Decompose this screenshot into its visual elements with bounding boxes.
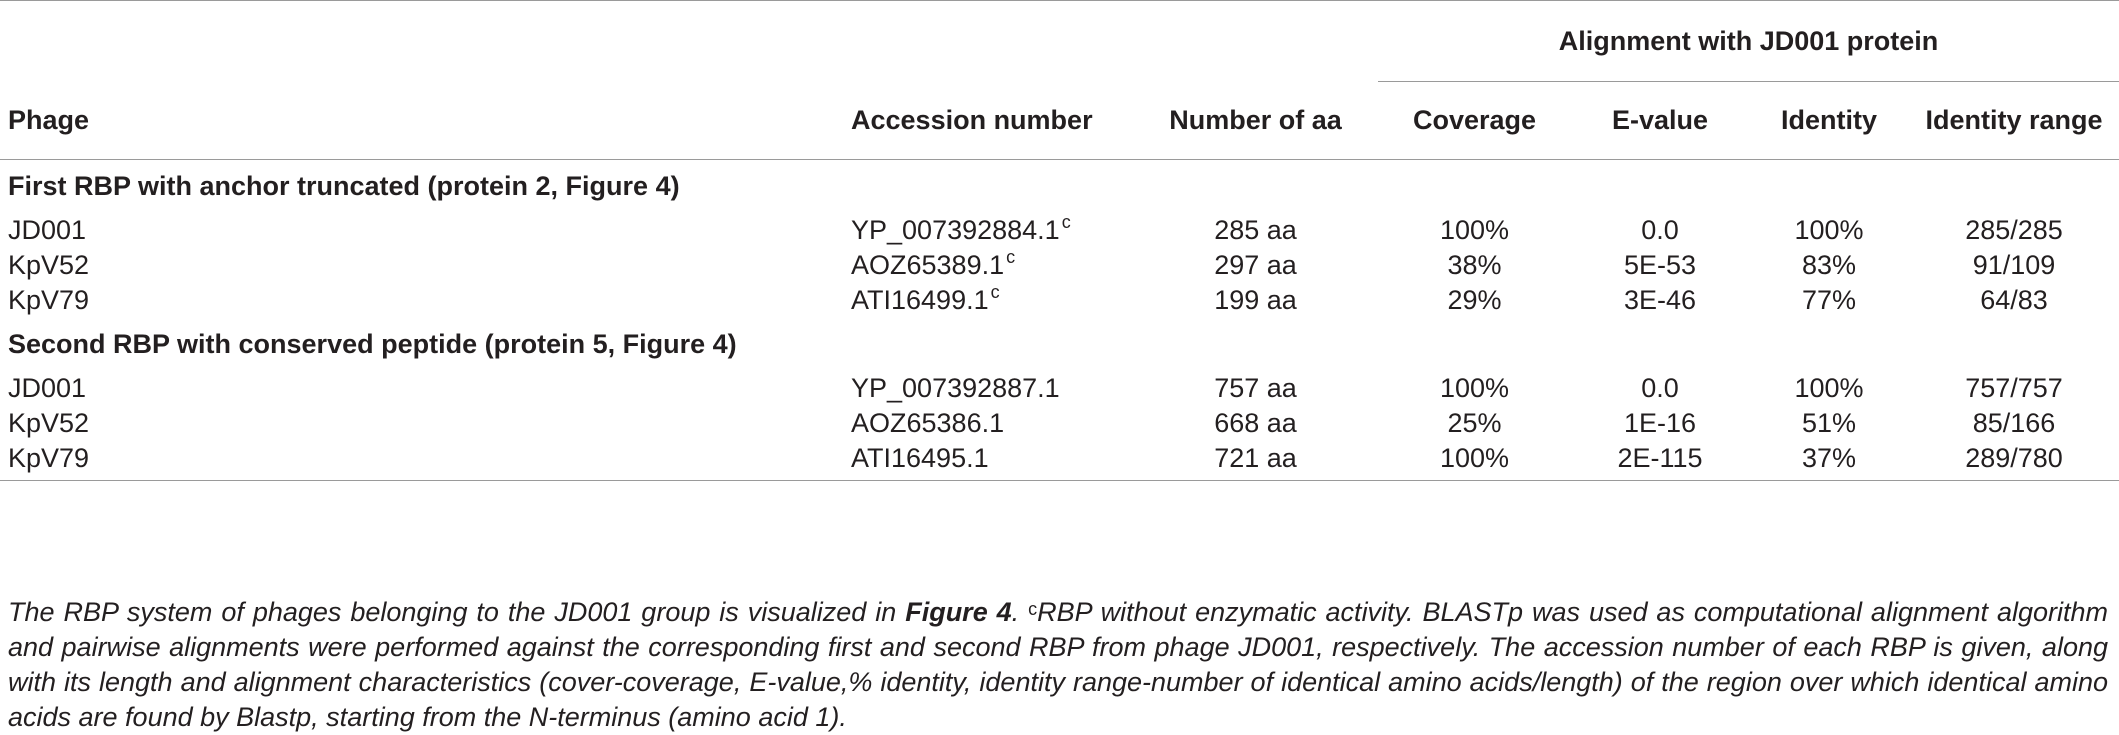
column-header-row [0,82,2119,160]
column-header-phage: Phage [0,82,843,160]
group-header-alignment: Alignment with JD001 protein [1378,1,2119,82]
cell-phage: JD001 [8,215,87,245]
table-row [0,371,2119,406]
cell-identity: 51% [1801,408,1857,438]
cell-coverage: 29% [1447,285,1502,315]
column-header-evalue: E-value [1571,82,1749,160]
spacer-cell [0,1,843,82]
cell-identity-range: 289/780 [1909,441,2119,481]
column-header-identity-range: Identity range [1909,82,2119,160]
cell-num-aa: 199 aa [1214,285,1297,315]
accession-text: YP_007392884.1 [851,215,1060,245]
cell-phage: KpV52 [8,408,90,438]
cell-evalue: 2E-115 [1571,441,1749,481]
table-caption [8,595,2108,735]
cell-evalue: 1E-16 [1623,408,1697,438]
cell-evalue: 0.0 [1641,215,1679,245]
footnote-mark: c [1006,247,1016,267]
caption-text: RBP without enzymatic activity. BLASTp was used as computational alignment algorithm and pairwise alignments were performed against the corresponding first and second RBP from phage JD001, respectively. The accession number of each RBP is given, along with its length and alignment characteristics (cover-coverage, E-value,% identity, identity range-number of identical amino acids/length) of the region over which identical amino acids are found by Blastp, starting from the N-terminus (amino acid 1). [8,597,2108,732]
cell-identity-range: 757/757 [1965,373,2063,403]
cell-identity: 37% [1749,441,1909,481]
accession-text: AOZ65389.1 [851,250,1005,280]
spacer-cell [843,1,1133,82]
footnote-mark: c [1061,212,1071,232]
table-row [0,248,2119,283]
cell-phage: KpV79 [0,441,843,481]
cell-num-aa: 668 aa [1214,408,1297,438]
column-header-accession: Accession number [843,82,1133,160]
figure-reference-link[interactable]: Figure 4 [905,597,1012,627]
section-title: First RBP with anchor truncated (protein 2, Figure 4) [8,171,680,201]
cell-num-aa: 721 aa [1133,441,1378,481]
cell-evalue: 5E-53 [1623,250,1697,280]
cell-identity-range: 85/166 [1972,408,2056,438]
cell-identity: 100% [1794,215,1864,245]
caption-text: The RBP system of phages belonging to the JD001 group is visualized in [8,597,906,627]
accession-text: ATI16499.1 [851,285,989,315]
cell-phage: KpV52 [8,250,90,280]
cell-coverage: 100% [1439,215,1510,245]
cell-identity-range: 285/285 [1965,215,2063,245]
cell-identity: 77% [1801,285,1857,315]
cell-accession: ATI16495.1 [843,441,1133,481]
column-header-coverage: Coverage [1378,82,1571,160]
cell-num-aa: 285 aa [1214,215,1297,245]
footnote-mark: c [1028,599,1038,619]
cell-accession: YP_007392887.1 [851,373,1060,403]
cell-coverage: 100% [1378,441,1571,481]
cell-identity: 100% [1794,373,1864,403]
cell-num-aa: 297 aa [1214,250,1297,280]
cell-accession: AOZ65386.1 [851,408,1005,438]
cell-coverage: 25% [1447,408,1502,438]
section-title: Second RBP with conserved peptide (protein 5, Figure 4) [8,329,737,359]
cell-coverage: 38% [1447,250,1502,280]
cell-phage: JD001 [8,373,87,403]
table-row [0,213,2119,248]
column-header-identity: Identity [1749,82,1909,160]
cell-evalue: 3E-46 [1623,285,1697,315]
group-header-row [0,1,2119,82]
footnote-mark: c [990,282,1000,302]
cell-accession [843,283,1133,318]
cell-identity-range: 91/109 [1972,250,2056,280]
cell-phage: KpV79 [8,285,90,315]
cell-identity: 83% [1801,250,1857,280]
column-header-num-aa: Number of aa [1133,82,1378,160]
section-header-row [0,318,2119,371]
caption-text: . [1011,597,1029,627]
cell-coverage: 100% [1439,373,1510,403]
section-header-row [0,160,2119,214]
cell-evalue: 0.0 [1641,373,1679,403]
spacer-cell [1133,1,1378,82]
table-row [0,406,2119,441]
cell-accession [843,213,1133,248]
cell-accession [843,248,1133,283]
cell-num-aa: 757 aa [1214,373,1297,403]
table-row [0,441,2119,481]
cell-identity-range: 64/83 [1980,285,2048,315]
table-row [0,283,2119,318]
